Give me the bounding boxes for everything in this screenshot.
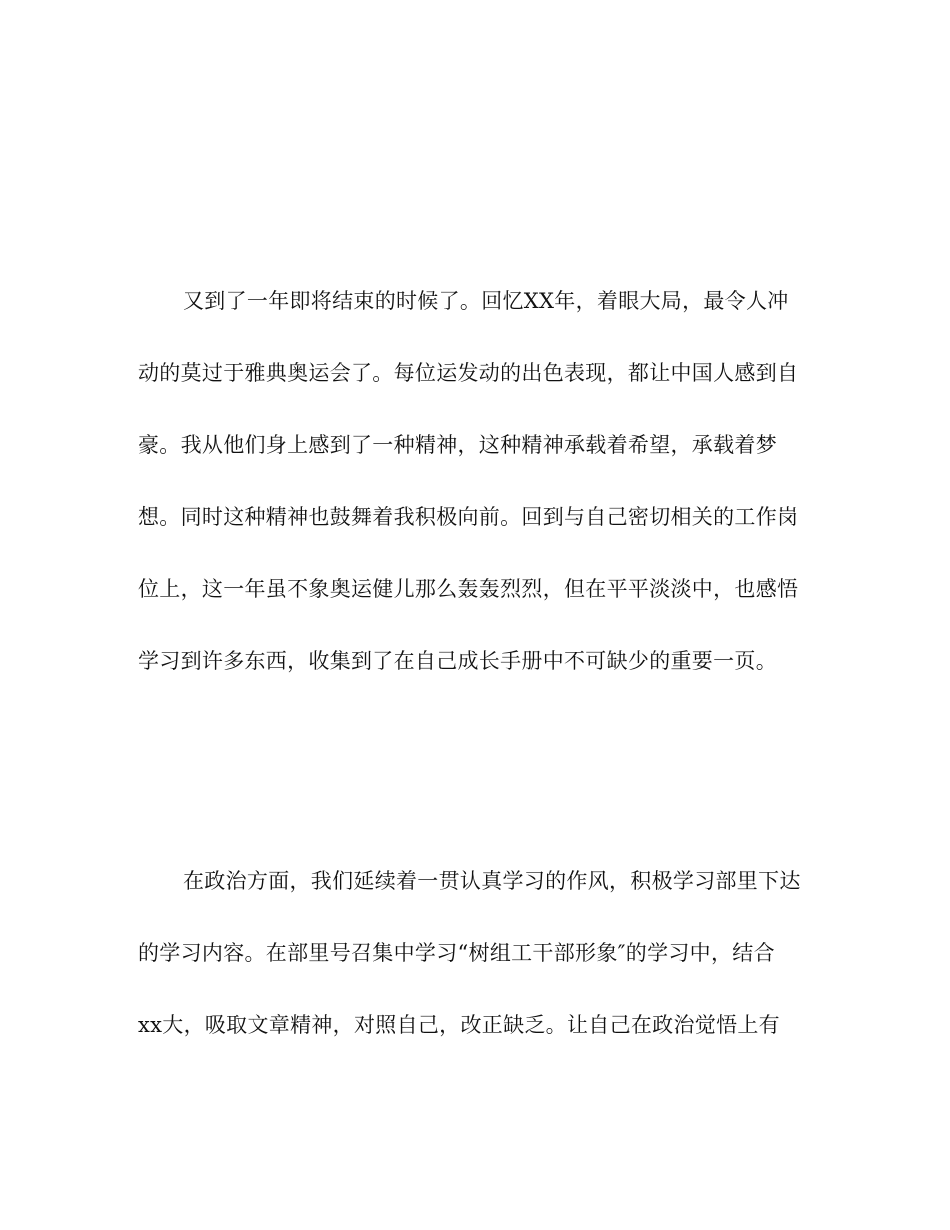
paragraph-line: 想。同时这种精神也鼓舞着我积极向前。回到与自己密切相关的工作岗	[138, 505, 799, 529]
paragraph-line: 学习到许多东西，收集到了在自己成长手册中不可缺少的重要一页。	[138, 649, 777, 673]
paragraph-line: 动的莫过于雅典奥运会了。每位运发动的出色表现，都让中国人感到自	[138, 361, 799, 385]
paragraph-line: 豪。我从他们身上感到了一种精神，这种精神承载着希望，承载着梦	[138, 433, 777, 457]
paragraph-line: 在政治方面，我们延续着一贯认真学习的作风，积极学习部里下达	[183, 869, 801, 893]
paragraph-line: 位上，这一年虽不象奥运健儿那么轰轰烈烈，但在平平淡淡中，也感悟	[138, 577, 799, 601]
paragraph-line: xx大，吸取文章精神，对照自己，改正缺乏。让自己在政治觉悟上有	[138, 1013, 780, 1037]
paragraph-line: 又到了一年即将结束的时候了。回忆XX年，着眼大局，最令人冲	[183, 289, 789, 313]
paragraph-line: 的学习内容。在部里号召集中学习“树组工干部形象″的学习中，结合	[138, 941, 775, 965]
